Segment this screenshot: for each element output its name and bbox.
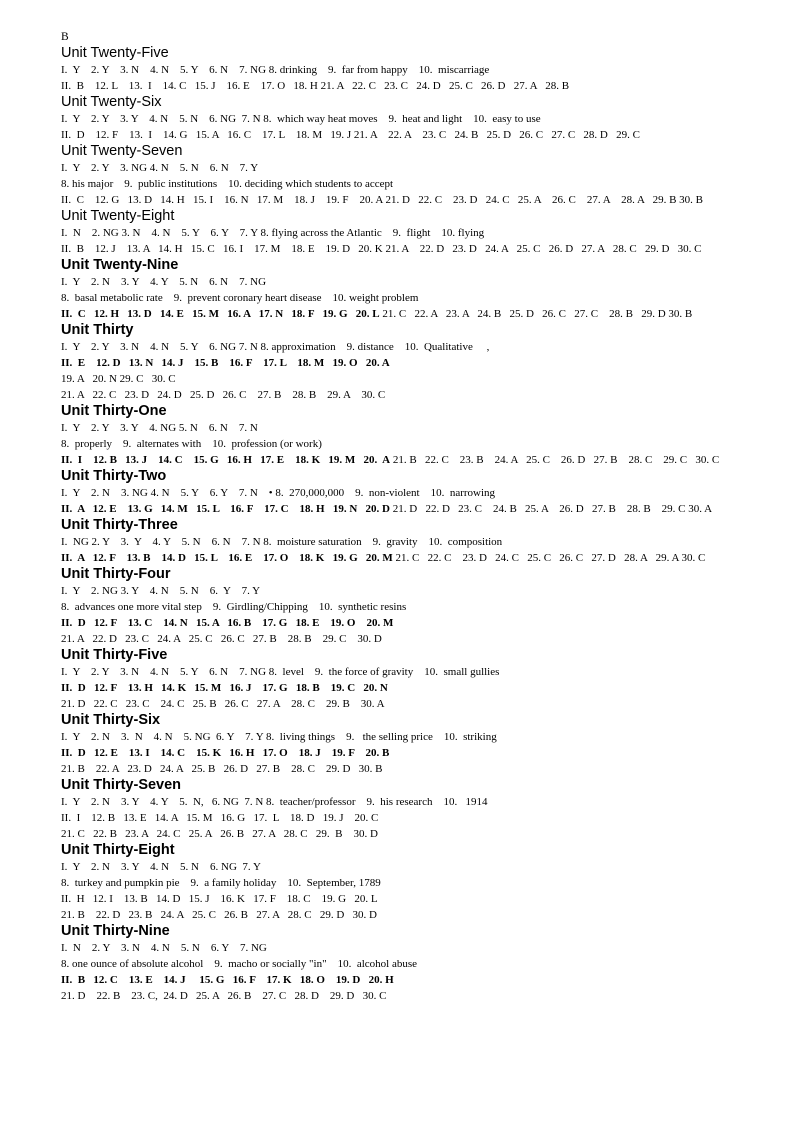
answer-line (61, 599, 760, 615)
answer-line-text: 8. properly 9. alternates with 10. profession (or work) (61, 438, 322, 450)
answer-line-bold-part: II. E 12. D 13. N 14. J 15. B 16. F 17. L 18. M 19. O 20. A (61, 357, 390, 369)
unit-title: Unit Thirty-Six (61, 712, 161, 728)
unit-section (61, 468, 760, 517)
answer-line-text: I. Y 2. Y 3. Y 4. NG 5. N 6. N 7. N (61, 422, 258, 434)
unit-title: Unit Twenty-Five (61, 45, 169, 61)
answer-line-text: 21. C 22. C 23. D 24. C 25. C 26. C 27. D 28. A 29. A 30. C (392, 552, 706, 564)
answer-line-text: II. B 12. L 13. I 14. C 15. J 16. E 17. O 18. H 21. A 22. C 23. C 24. D 25. C 26. D 27. A 28. B (61, 80, 570, 92)
answer-line-text: 21. D 22. B 23. C, 24. D 25. A 26. B 27. C 28. D 29. D 30. C (61, 990, 387, 1002)
answer-line (61, 826, 760, 842)
unit-section (61, 517, 760, 566)
unit-section (61, 208, 760, 257)
unit-section (61, 566, 760, 647)
unit-title: Unit Twenty-Nine (61, 257, 179, 273)
answer-line-text: II. C 12. G 13. D 14. H 15. I 16. N 17. M 18. J 19. F 20. A 21. D 22. C 23. D 24. C 25. A 26. C 27. A 28. A 29. B 30. B (61, 194, 704, 206)
answer-line (61, 891, 760, 907)
answer-line-text: 21. D 22. C 23. C 24. C 25. B 26. C 27. A 28. C 29. B 30. A (61, 698, 385, 710)
answer-line (61, 111, 760, 127)
answer-line-text: 8. turkey and pumpkin pie 9. a family holiday 10. September, 1789 (61, 877, 381, 889)
unit-title: Unit Twenty-Six (61, 94, 162, 110)
answer-line-text: I. Y 2. N 3. N 4. N 5. NG 6. Y 7. Y 8. living things 9. the selling price 10. striking (61, 731, 497, 743)
answer-line-text: II. D 12. F 13. I 14. G 15. A 16. C 17. L 18. M 19. J 21. A 22. A 23. C 24. B 25. D 26. C 27. C 28. D 29. C (61, 129, 640, 141)
answer-line (61, 729, 760, 745)
unit-section (61, 143, 760, 208)
answer-line-text: I. N 2. Y 3. N 4. N 5. N 6. Y 7. NG (61, 942, 267, 954)
answer-line-text: I. Y 2. Y 3. N 4. N 5. Y 6. N 7. NG 8. drinking 9. far from happy 10. miscarriage (61, 64, 490, 76)
unit-section (61, 94, 760, 143)
answer-line-text: I. Y 2. N 3. Y 4. N 5. N 6. NG 7. Y (61, 861, 261, 873)
answer-line-bold-part: II. A 12. F 13. B 14. D 15. L 16. E 17. O 18. K 19. G 20. M (61, 552, 393, 564)
answer-line-text: 8. one ounce of absolute alcohol 9. macho or socially "in" 10. alcohol abuse (61, 958, 418, 970)
unit-title: Unit Thirty-Three (61, 517, 178, 533)
units-list (61, 45, 760, 1004)
answer-line-bold-part: II. D 12. F 13. C 14. N 15. A 16. B 17. G 18. E 19. O 20. M (61, 617, 394, 629)
answer-line (61, 875, 760, 891)
unit-section (61, 647, 760, 712)
answer-line (61, 534, 760, 550)
unit-title: Unit Thirty-One (61, 403, 167, 419)
answer-line (61, 387, 760, 403)
answer-line-text: I. Y 2. N 3. NG 4. N 5. Y 6. Y 7. N • 8. 270,000,000 9. non-violent 10. narrowing (61, 487, 496, 499)
unit-title: Unit Thirty-Five (61, 647, 168, 663)
answer-line (61, 696, 760, 712)
answer-line-text: I. Y 2. Y 3. N 4. N 5. Y 6. NG 7. N 8. approximation 9. distance 10. Qualitative , (61, 341, 490, 353)
answer-line (61, 420, 760, 436)
unit-title: Unit Thirty-Four (61, 566, 171, 582)
answer-line-bold-part: II. D 12. E 13. I 14. C 15. K 16. H 17. O 18. J 19. F 20. B (61, 747, 390, 759)
unit-section (61, 45, 760, 94)
answer-line (61, 192, 760, 208)
answer-line-text: I. Y 2. Y 3. N 4. N 5. Y 6. N 7. NG 8. level 9. the force of gravity 10. small gullies (61, 666, 500, 678)
answer-line-text: I. Y 2. Y 3. Y 4. N 5. N 6. NG 7. N 8. which way heat moves 9. heat and light 10. easy to use (61, 113, 541, 125)
answer-line (61, 241, 760, 257)
answer-line (61, 452, 760, 468)
answer-line (61, 972, 760, 988)
answer-line (61, 127, 760, 143)
answer-line-text: I. Y 2. N 3. Y 4. Y 5. N 6. N 7. NG (61, 276, 267, 288)
answer-line (61, 745, 760, 761)
answer-line (61, 583, 760, 599)
answer-line-bold-part: II. C 12. H 13. D 14. E 15. M 16. A 17. N 18. F 19. G 20. L (61, 308, 380, 320)
answer-line-text: I. N 2. NG 3. N 4. N 5. Y 6. Y 7. Y 8. flying across the Atlantic 9. flight 10. flying (61, 227, 485, 239)
answer-line (61, 176, 760, 192)
answer-line-text: 21. B 22. C 23. B 24. A 25. C 26. D 27. B 28. C 29. C 30. C (390, 454, 720, 466)
answer-line-text: 21. A 22. C 23. D 24. D 25. D 26. C 27. B 28. B 29. A 30. C (61, 389, 386, 401)
unit-section (61, 777, 760, 842)
answer-line (61, 225, 760, 241)
unit-title: Unit Thirty-Nine (61, 923, 170, 939)
unit-section (61, 712, 760, 777)
answer-line (61, 615, 760, 631)
answer-line-text: 8. advances one more vital step 9. Girdling/Chipping 10. synthetic resins (61, 601, 407, 613)
answer-line (61, 355, 760, 371)
answer-line-bold-part: II. A 12. E 13. G 14. M 15. L 16. F 17. C 18. H 19. N 20. D (61, 503, 390, 515)
answer-line (61, 274, 760, 290)
unit-section (61, 923, 760, 1004)
unit-section (61, 257, 760, 322)
answer-line (61, 761, 760, 777)
answer-line (61, 160, 760, 176)
answer-line-text: 21. B 22. A 23. D 24. A 25. B 26. D 27. B 28. C 29. D 30. B (61, 763, 383, 775)
answer-line-text: I. Y 2. Y 3. NG 4. N 5. N 6. N 7. Y (61, 162, 259, 174)
answer-line-text: II. I 12. B 13. E 14. A 15. M 16. G 17. L 18. D 19. J 20. C (61, 812, 379, 824)
answer-line-text: 21. A 22. D 23. C 24. A 25. C 26. C 27. B 28. B 29. C 30. D (61, 633, 382, 645)
unit-section (61, 322, 760, 403)
answer-line (61, 988, 760, 1004)
answer-line-text: 19. A 20. N 29. C 30. C (61, 373, 176, 385)
answer-line-text: I. NG 2. Y 3. Y 4. Y 5. N 6. N 7. N 8. moisture saturation 9. gravity 10. composition (61, 536, 503, 548)
answer-line-text: 8. his major 9. public institutions 10. deciding which students to accept (61, 178, 394, 190)
answer-line (61, 664, 760, 680)
answer-line-bold-part: II. D 12. F 13. H 14. K 15. M 16. J 17. G 18. B 19. C 20. N (61, 682, 388, 694)
answer-line-text: 21. C 22. A 23. A 24. B 25. D 26. C 27. C 28. B 29. D 30. B (379, 308, 693, 320)
answer-line-text: II. H 12. I 13. B 14. D 15. J 16. K 17. F 18. C 19. G 20. L (61, 893, 378, 905)
unit-title: Unit Thirty-Eight (61, 842, 175, 858)
answer-line-bold-part: II. I 12. B 13. J 14. C 15. G 16. H 17. E 18. K 19. M 20. A (61, 454, 391, 466)
answer-line (61, 78, 760, 94)
lead-letter: B (61, 31, 69, 43)
answer-line-text: 21. D 22. D 23. C 24. B 25. A 26. D 27. B 28. B 29. C 30. A (390, 503, 713, 515)
answer-line-text: 21. B 22. D 23. B 24. A 25. C 26. B 27. A 28. C 29. D 30. D (61, 909, 377, 921)
answer-line-bold-part: II. B 12. C 13. E 14. J 15. G 16. F 17. K 18. O 19. D 20. H (61, 974, 394, 986)
answer-line (61, 485, 760, 501)
answer-line (61, 907, 760, 923)
unit-section (61, 842, 760, 923)
answer-line (61, 680, 760, 696)
answer-line (61, 436, 760, 452)
answer-line-text: 8. basal metabolic rate 9. prevent coronary heart disease 10. weight problem (61, 292, 419, 304)
unit-title: Unit Thirty-Two (61, 468, 167, 484)
answer-line-text: I. Y 2. NG 3. Y 4. N 5. N 6. Y 7. Y (61, 585, 261, 597)
answer-line (61, 859, 760, 875)
answer-line-text: 21. C 22. B 23. A 24. C 25. A 26. B 27. A 28. C 29. B 30. D (61, 828, 378, 840)
answer-line (61, 290, 760, 306)
unit-title: Unit Thirty (61, 322, 134, 338)
unit-title: Unit Twenty-Eight (61, 208, 175, 224)
answer-line (61, 550, 760, 566)
answer-line (61, 794, 760, 810)
unit-title: Unit Thirty-Seven (61, 777, 182, 793)
answer-line (61, 501, 760, 517)
answer-line (61, 306, 760, 322)
answer-line (61, 940, 760, 956)
answer-line (61, 371, 760, 387)
answer-line (61, 956, 760, 972)
answer-line-text: I. Y 2. N 3. Y 4. Y 5. N, 6. NG 7. N 8. teacher/professor 9. his research 10. 1914 (61, 796, 488, 808)
answer-line (61, 339, 760, 355)
answer-line (61, 631, 760, 647)
answer-line (61, 62, 760, 78)
answer-line-text: II. B 12. J 13. A 14. H 15. C 16. I 17. M 18. E 19. D 20. K 21. A 22. D 23. D 24. A 25. C 26. D 27. A 28. C 29. D 30. C (61, 243, 702, 255)
unit-title: Unit Twenty-Seven (61, 143, 183, 159)
unit-section (61, 403, 760, 468)
answer-line (61, 810, 760, 826)
